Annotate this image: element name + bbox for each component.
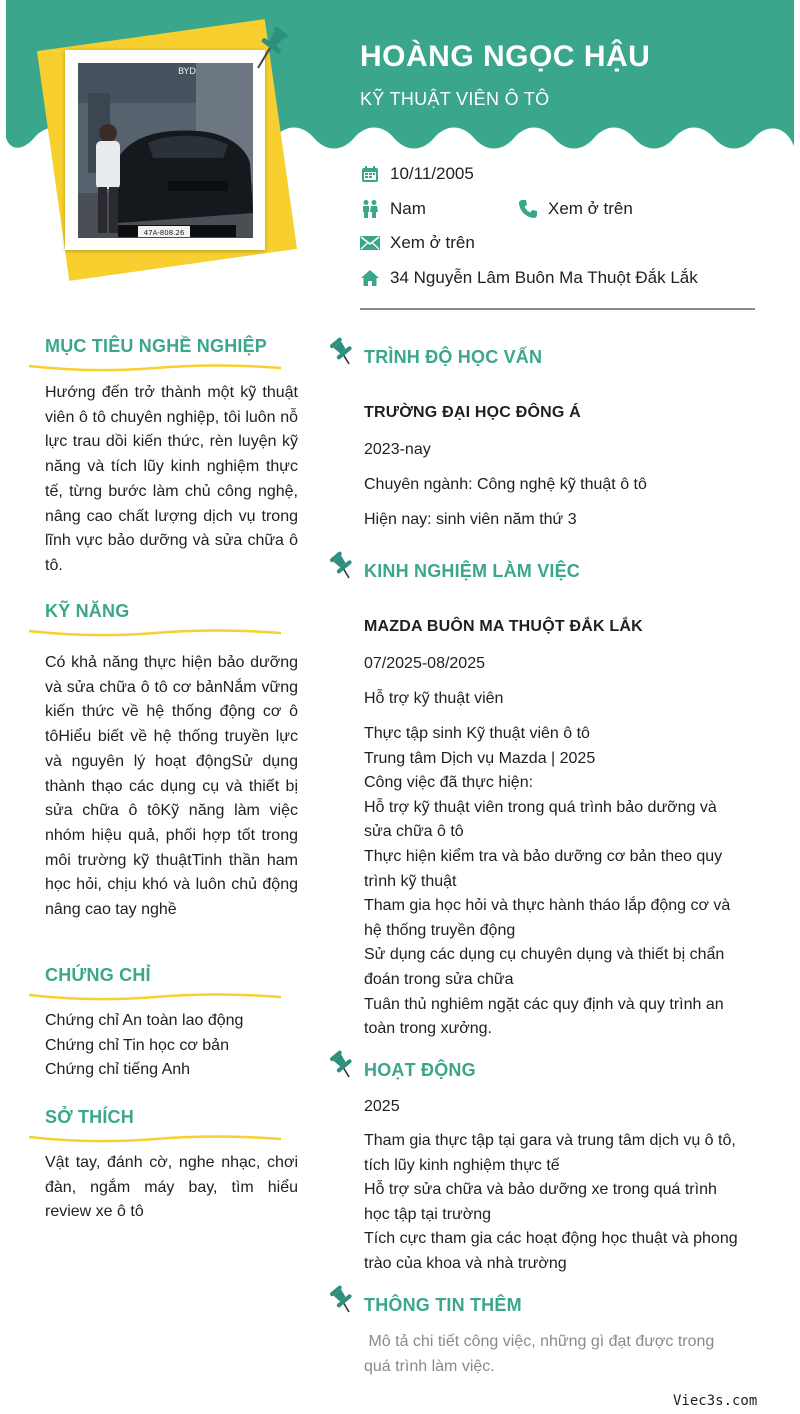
pushpin-icon [328,1285,356,1315]
profile-photo [78,63,253,238]
activity-line: Tham gia thực tập tại gara và trung tâm dịch vụ ô tô, tích lũy kinh nghiệm thực tế [364,1132,736,1174]
photo-brand-text: BYD [178,67,197,77]
activity-line: Tích cực tham gia các hoạt động học thuật và phong trào của khoa và nhà trường [364,1230,738,1272]
email-value: Xem ở trên [390,233,475,252]
email-icon [360,233,380,253]
experience-title: KINH NGHIỆM LÀM VIỆC [364,561,581,581]
certificate-item: Chứng chỉ Tin học cơ bản [45,1036,229,1054]
education-period: 2023-nay [364,441,431,458]
contact-divider [360,308,755,310]
pushpin-icon [328,337,356,367]
experience-line: Công việc đã thực hiện: [364,774,534,792]
experience-line: Sử dụng các dụng cụ chuyên dụng và thiết bị chẩn đoán trong sửa chữa [364,946,725,988]
experience-details [364,722,744,1042]
experience-line: Thực hiện kiểm tra và bảo dưỡng cơ bản theo quy trình kỹ thuật [364,847,723,890]
address-row [360,268,698,288]
skills-wave-divider [28,627,282,639]
experience-line: Hỗ trợ kỹ thuật viên trong quá trình bảo dưỡng và sửa chữa ô tô [364,798,717,841]
certificate-item: Chứng chỉ An toàn lao động [45,1012,244,1029]
activities-title: HOẠT ĐỘNG [364,1060,476,1080]
hobbies-title: SỞ THÍCH [45,1107,134,1127]
email-row [360,233,475,253]
footer-brand: Viec3s.com [673,1393,758,1409]
phone-row [518,199,633,219]
hobbies-wave-divider [28,1133,282,1145]
activity-line: Hỗ trợ sửa chữa và bảo dưỡng xe trong quá trình học tập tại trường [364,1181,717,1223]
pushpin-icon [250,24,290,77]
objective-wave-divider [28,362,282,374]
calendar-icon [360,164,380,184]
phone-value: Xem ở trên [548,199,633,218]
certificate-item: Chứng chỉ tiếng Anh [45,1061,191,1078]
additional-info-title: THÔNG TIN THÊM [364,1295,522,1315]
experience-position: Hỗ trợ kỹ thuật viên [364,690,504,707]
experience-line: Tuân thủ nghiêm ngặt các quy định và quy trình an toàn trong xưởng. [364,995,724,1038]
education-school: TRƯỜNG ĐẠI HỌC ĐÔNG Á [364,404,581,421]
activities-details [364,1129,744,1277]
skills-title: KỸ NĂNG [45,601,130,621]
activities-year: 2025 [364,1098,400,1115]
pushpin-icon [328,1050,356,1080]
birthdate-value: 10/11/2005 [390,164,474,183]
experience-line: Thực tập sinh Kỹ thuật viên ô tô [364,725,590,742]
experience-line: Tham gia học hỏi và thực hành tháo lắp động cơ và hệ thống truyền động [364,897,731,939]
gender-icon [360,199,380,219]
additional-info-placeholder: Mô tả chi tiết công việc, những gì đạt được trong quá trình làm việc. [364,1333,719,1375]
candidate-name: HOÀNG NGỌC HẬU [360,40,651,73]
certificates-list [45,1009,298,1083]
photo-frame [65,50,265,250]
objective-text: Hướng đến trở thành một kỹ thuật viên ô tô chuyên nghiệp, tôi luôn nỗ lực trau dồi kiến thức, rèn luyện kỹ năng và tích lũy kinh nghiệm thực tế, từng bước làm chủ công nghệ, nâng cao chất lượng dịch vụ trong lĩnh vực bảo dưỡng và sửa chữa ô tô. [45,384,298,574]
experience-period: 07/2025-08/2025 [364,655,485,672]
objective-title: MỤC TIÊU NGHỀ NGHIỆP [45,336,268,356]
education-status: Hiện nay: sinh viên năm thứ 3 [364,511,577,528]
gender-row [360,199,426,219]
phone-icon [518,199,538,219]
home-icon [360,268,380,288]
skills-text: Có khả năng thực hiện bảo dưỡng và sửa chữa ô tô cơ bảnNắm vững kiến thức về hệ thống động cơ ô tôHiểu biết về hệ thống truyền lực và nguyên lý hoạt độngSử dụng thành thạo các dụng cụ và thiết bị sửa chữa ô tôKỹ năng làm việc nhóm hiệu quả, phối hợp tốt trong môi trường kỹ thuậtTinh thần ham học hỏi, chịu khó và luôn chủ động nâng cao tay nghề [45,654,298,919]
certificates-wave-divider [28,991,282,1003]
hobbies-text: Vật tay, đánh cờ, nghe nhạc, chơi đàn, ngắm máy bay, tìm hiểu review xe ô tô [45,1154,298,1221]
education-major: Chuyên ngành: Công nghệ kỹ thuật ô tô [364,476,647,493]
birthdate-row [360,164,474,184]
education-title: TRÌNH ĐỘ HỌC VẤN [364,347,543,367]
address-value: 34 Nguyễn Lâm Buôn Ma Thuột Đắk Lắk [390,268,698,287]
experience-company: MAZDA BUÔN MA THUỘT ĐẮK LẮK [364,618,643,635]
candidate-job-title: KỸ THUẬT VIÊN Ô TÔ [360,89,550,109]
certificates-title: CHỨNG CHỈ [45,965,151,985]
experience-line: Trung tâm Dịch vụ Mazda | 2025 [364,749,596,767]
pushpin-icon [328,551,356,581]
gender-value: Nam [390,199,426,218]
photo-plate-text: 47A-808.26 [143,229,185,237]
